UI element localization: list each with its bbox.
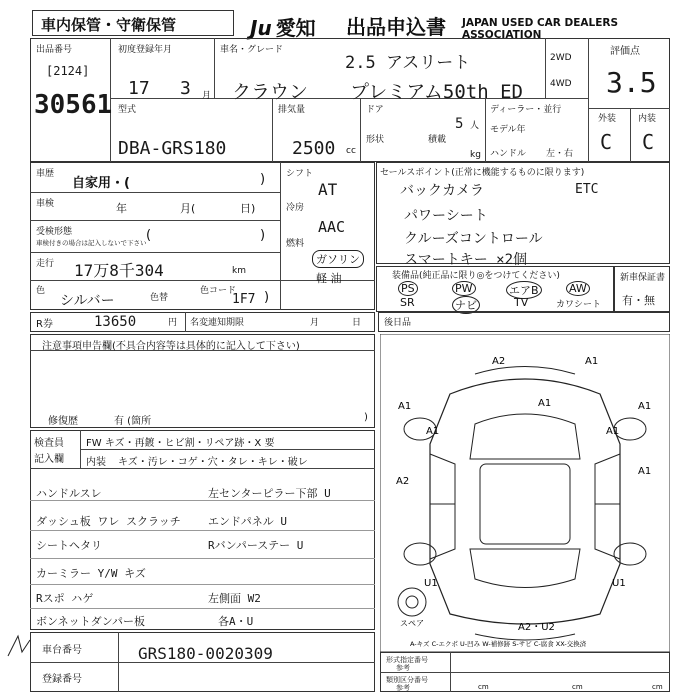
mark-right-door-a1: A1 xyxy=(606,426,620,437)
chassis-value: GRS180-0020309 xyxy=(138,644,273,663)
mileage-label: 走行 xyxy=(36,259,55,269)
form-ref-label: 参考 xyxy=(396,664,410,672)
mark-rear-right-u1: U1 xyxy=(612,578,626,589)
storage-label: 車内保管・守衛保管 xyxy=(41,16,177,34)
repair-label: 修復歴 xyxy=(48,416,78,427)
exterior-label: 外装 xyxy=(598,114,617,124)
reg-year: 17 xyxy=(128,78,150,99)
equip-airbag: エアB xyxy=(506,281,542,299)
receipt-sub: 車検付きの場合は記入しないで下さい xyxy=(36,239,147,247)
after-date-label: 後日品 xyxy=(384,318,412,328)
equip-tv: TV xyxy=(514,296,529,309)
mileage-value: 17万8千304 xyxy=(74,261,164,280)
model-year-label: モデル年 xyxy=(490,125,526,135)
form-title: 出品申込書 xyxy=(346,15,446,39)
pen-scribble xyxy=(4,630,34,660)
ju-logo xyxy=(250,12,316,41)
mark-hood-a1: A1 xyxy=(538,398,552,409)
door-label: ドア xyxy=(366,105,384,115)
shift-label: シフト xyxy=(286,169,314,179)
code-label: 色コード xyxy=(200,286,237,296)
insp-note-8: エンドパネル U xyxy=(208,515,288,528)
register-label: 登録番号 xyxy=(42,674,82,685)
vehicle-diagram xyxy=(380,334,670,652)
mark-front-a2: A2 xyxy=(492,356,506,367)
reg-label: 初度登録年月 xyxy=(118,45,173,55)
reg-month: 3 xyxy=(180,78,191,99)
sales-item-3: パワーシート xyxy=(404,208,488,224)
recycle-unit: 円 xyxy=(168,318,178,328)
equipment-label: 装備品(純正品に限り◎をつけてください) xyxy=(392,271,560,281)
mark-right-front-a1: A1 xyxy=(638,401,652,412)
lot-label: 出品番号 xyxy=(36,45,73,55)
history-close: ) xyxy=(260,172,266,187)
ac-label: 冷房 xyxy=(286,203,305,213)
disp-value: 2500 xyxy=(292,138,336,159)
diagram-legend: A-キズ C-エクボ U-凹み W-補修跡 S-サビ C-腐食 XX-交換済 xyxy=(410,640,587,648)
sales-points-label: セールスポイント(正常に機能するものに限ります) xyxy=(380,168,585,178)
receipt-label: 受検形態 xyxy=(36,227,73,237)
repair-close: ) xyxy=(364,412,368,423)
interior-row-label: 内装 xyxy=(86,457,106,468)
insp-note-6: ボンネットダンパー板 xyxy=(36,615,146,628)
equip-navi: ナビ xyxy=(452,296,480,314)
receipt-close: ) xyxy=(260,228,266,243)
drive-2wd: 2WD xyxy=(550,53,572,63)
recycle-value: 13650 xyxy=(94,314,137,330)
disp-label: 排気量 xyxy=(278,105,306,115)
car-grade: プレミアム50th ED xyxy=(350,81,523,103)
type-number-label: 類別区分番号 xyxy=(386,676,428,684)
handle-options: 左・右 xyxy=(546,149,574,159)
warranty-value: 有・無 xyxy=(622,294,655,307)
equip-pw: PW xyxy=(452,281,476,296)
name-change-month: 月 xyxy=(310,318,320,328)
color-label: 色 xyxy=(36,286,46,296)
inspection-year: 年 xyxy=(116,202,127,215)
association-name: JAPAN USED CAR DEALERS ASSOCIATION xyxy=(462,17,619,41)
inspection-label: 車検 xyxy=(36,199,55,209)
insp-note-7: 左センターピラー下部 U xyxy=(208,487,331,500)
type-value: DBA-GRS180 xyxy=(118,138,227,159)
insp-note-3: シートヘタリ xyxy=(36,539,102,552)
mark-side-a2: A2 xyxy=(396,476,410,487)
history-label: 車歴 xyxy=(36,169,55,179)
warranty-label: 新車保証書 xyxy=(620,273,666,283)
seats-unit: 人 xyxy=(470,121,480,131)
mileage-unit: km xyxy=(232,266,246,276)
fuel-label: 燃料 xyxy=(286,239,305,249)
inspector-label-1: 検査員 xyxy=(34,438,64,449)
repair-value: 有 (箇所 xyxy=(114,416,152,427)
shift-value: AT xyxy=(318,180,338,199)
lot-sub: [2124] xyxy=(46,64,90,78)
mark-rear-left-u1: U1 xyxy=(424,578,438,589)
name-change-day: 日 xyxy=(352,318,362,328)
mark-rear-a2u2: A2・U2 xyxy=(518,622,555,633)
form-number-label: 形式指定番号 xyxy=(386,656,428,664)
handle-label: ハンドル xyxy=(490,149,527,159)
logo-mark: Ju xyxy=(250,16,272,40)
insp-note-1: ハンドルスレ xyxy=(36,487,102,500)
month-unit: 月 xyxy=(202,91,212,101)
history-value: 自家用・( xyxy=(72,176,130,191)
insp-note-2: ダッシュ板 ワレ スクラッチ xyxy=(36,515,181,528)
shape-label: 形状 xyxy=(366,135,385,145)
insp-note-10: 左側面 W2 xyxy=(208,592,261,605)
insp-note-9: Rバンパーステー U xyxy=(208,539,304,552)
dealer-label: ディーラー・並行 xyxy=(490,105,562,115)
sales-item-4: クルーズコントロール xyxy=(404,231,543,247)
equip-sr: SR xyxy=(400,296,415,309)
mark-right-side-a1: A1 xyxy=(638,466,652,477)
mark-front-a1: A1 xyxy=(585,356,599,367)
interior-grade: C xyxy=(642,130,655,154)
type-label: 型式 xyxy=(118,105,137,115)
fuel-value2: 軽 油 xyxy=(316,272,342,285)
notes-label: 注意事項申告欄(不具合内容等は具体的に記入して下さい) xyxy=(42,341,300,352)
disp-unit: cc xyxy=(346,146,356,156)
spare-label: スペア xyxy=(400,619,424,628)
rating-label: 評価点 xyxy=(610,46,640,57)
sales-item-2: ETC xyxy=(575,182,599,197)
org-name: 愛知 xyxy=(275,16,316,40)
name-change-label: 名変連知期限 xyxy=(190,318,245,328)
storage-box xyxy=(32,10,234,36)
exterior-grade: C xyxy=(600,130,613,154)
cm-unit-1: cm xyxy=(478,683,489,691)
equip-leather: カワシート xyxy=(556,300,602,310)
repaint-label: 色替 xyxy=(150,293,169,303)
inspector-label-2: 記入欄 xyxy=(34,454,64,465)
code-value: 1F7 xyxy=(232,292,256,307)
inspection-month: 月( xyxy=(180,202,196,215)
drive-4wd: 4WD xyxy=(550,79,572,89)
cm-unit-3: cm xyxy=(652,683,663,691)
interior-label: 内装 xyxy=(638,114,657,124)
lot-number: 30561 xyxy=(34,90,113,120)
code-close: ) xyxy=(264,290,270,305)
fw-row: FW キズ・再鍍・ヒビ割・リペア跡・X 要 xyxy=(86,438,275,449)
recycle-label: R券 xyxy=(36,319,53,330)
chassis-label: 車台番号 xyxy=(42,645,82,656)
after-date-box xyxy=(378,312,670,332)
seats-value: 5 xyxy=(455,116,464,132)
type-ref-label: 参考 xyxy=(396,684,410,692)
sales-item-5: スマートキー ×2個 xyxy=(404,252,528,268)
mark-left-door-a1: A1 xyxy=(426,426,440,437)
fuel-value1: ガソリン xyxy=(312,250,364,268)
model-label: 車名・グレード xyxy=(220,45,284,55)
mark-left-front-a1: A1 xyxy=(398,401,412,412)
sales-item-1: バックカメラ xyxy=(400,183,484,199)
capacity-unit: kg xyxy=(470,150,481,160)
insp-note-11: 各A・U xyxy=(218,615,254,628)
car-name: クラウン xyxy=(232,81,309,103)
grade-top: 2.5 アスリート xyxy=(345,53,471,73)
insp-note-5: Rスポ ハゲ xyxy=(36,592,94,605)
insp-note-4: カーミラー Y/W キズ xyxy=(36,567,146,580)
cm-unit-2: cm xyxy=(572,683,583,691)
receipt-open: ( xyxy=(146,228,152,243)
capacity-label: 積載 xyxy=(428,135,447,145)
equip-aw: AW xyxy=(566,281,590,296)
equip-ps: PS xyxy=(398,281,418,296)
color-value: シルバー xyxy=(60,293,115,309)
inspection-day: 日) xyxy=(240,202,256,215)
interior-row: キズ・汚レ・コゲ・穴・タレ・キレ・破レ xyxy=(118,457,308,468)
rating-score: 3.5 xyxy=(606,66,657,99)
ac-value: AAC xyxy=(318,218,346,236)
